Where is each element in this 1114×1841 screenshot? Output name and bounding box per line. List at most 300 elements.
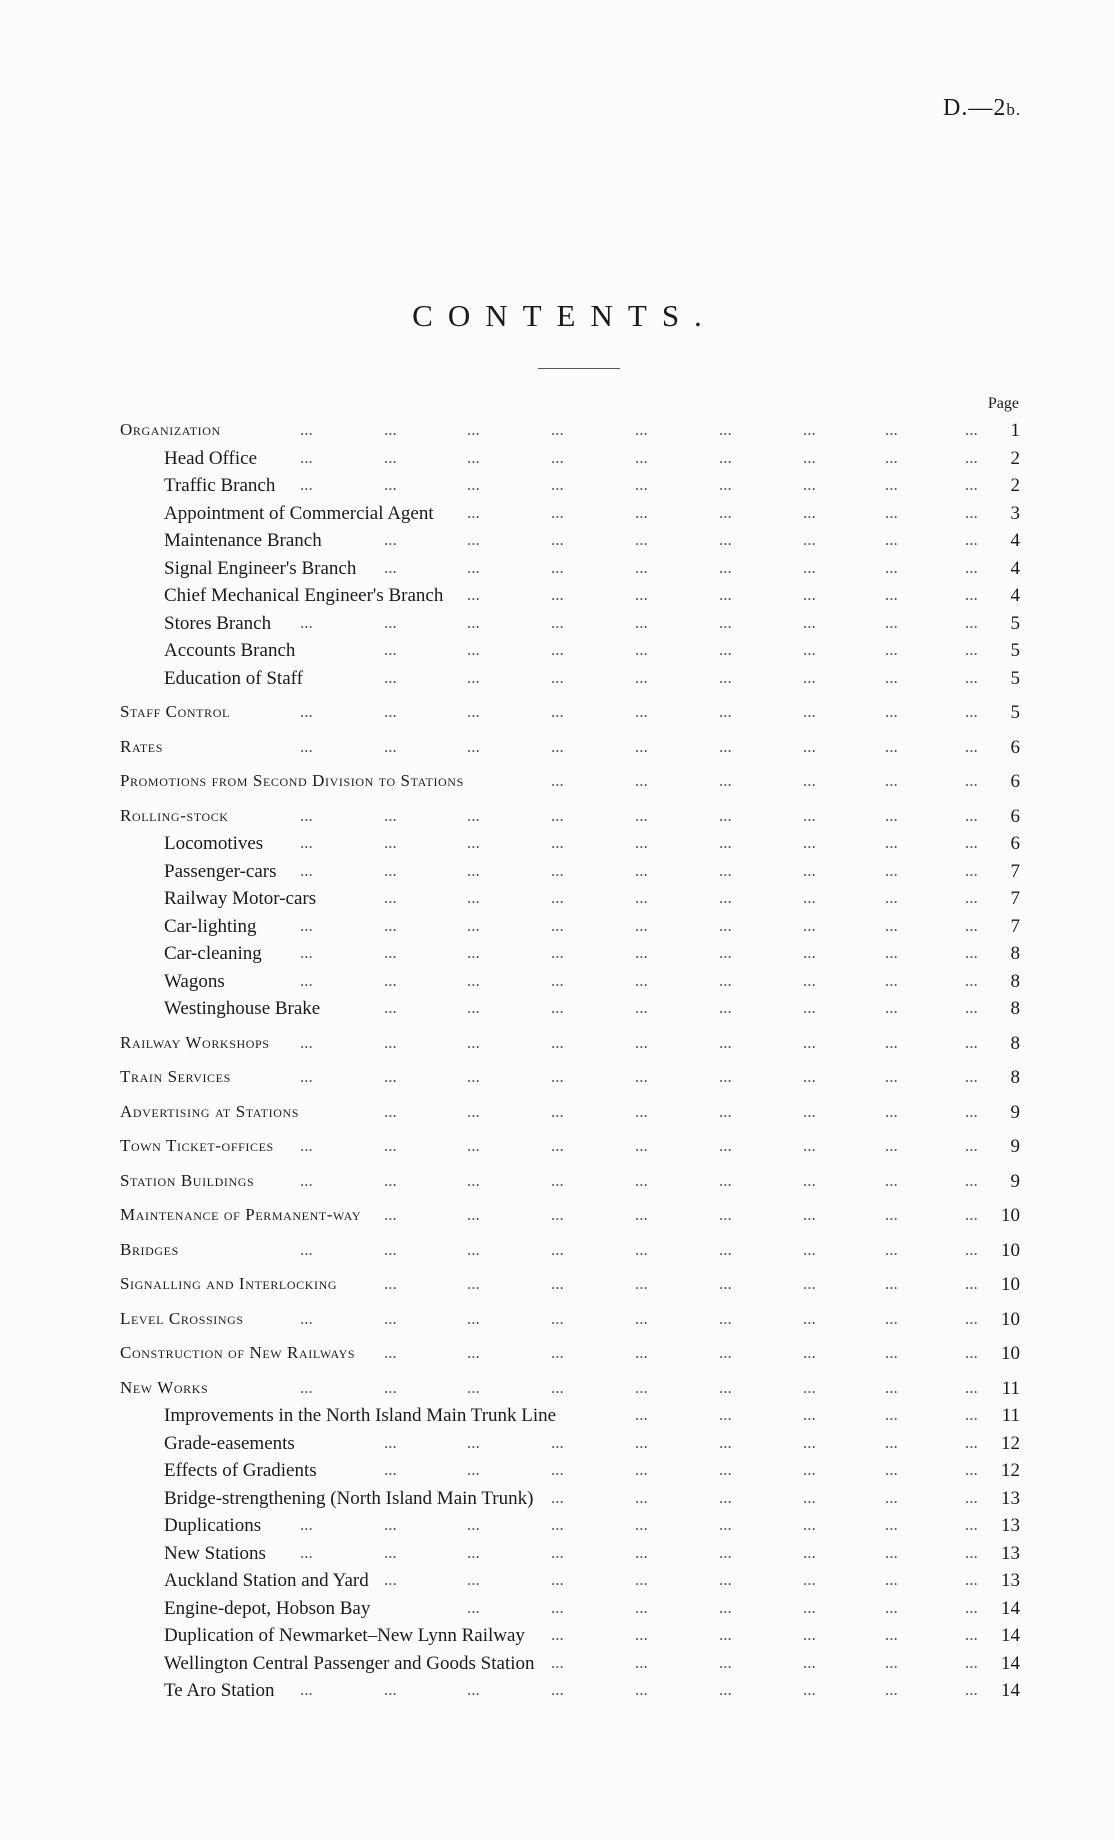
dot-leader: ... — [551, 1239, 564, 1259]
dot-leader: ... — [965, 1625, 978, 1644]
dot-leader: ... — [551, 998, 564, 1017]
toc-entry-page-number: 6 — [1010, 736, 1020, 758]
dot-leader: ... — [803, 1597, 816, 1617]
dot-leader: ... — [635, 833, 648, 852]
dot-leader: ... — [719, 1625, 732, 1644]
toc-subsection-entry — [120, 448, 1020, 474]
dot-leader: ... — [885, 998, 898, 1017]
dot-leader: ... — [384, 888, 397, 907]
toc-entry-label: New Works — [120, 1377, 209, 1397]
toc-entry-page-number: 13 — [1001, 1515, 1020, 1536]
dot-leader: ... — [467, 502, 480, 522]
dot-leader: ... — [467, 736, 480, 756]
dot-leader: ... — [384, 1515, 397, 1534]
dot-leader: ... — [965, 1032, 978, 1052]
dot-leader: ... — [803, 771, 816, 790]
toc-subsection-entry — [120, 1405, 1020, 1431]
dot-leader: ... — [803, 1515, 816, 1534]
dot-leader: ... — [467, 888, 480, 907]
dot-leader: ... — [635, 1680, 648, 1699]
dot-leader: ... — [885, 1432, 898, 1452]
dot-leader: ... — [300, 970, 313, 990]
dot-leader: ... — [885, 1274, 898, 1293]
dot-leader: ... — [467, 1136, 480, 1155]
toc-subsection-entry — [120, 1680, 1020, 1706]
dot-leader: ... — [719, 998, 732, 1017]
dot-leader: ... — [965, 1136, 978, 1155]
toc-entry-label: Bridge-strengthening (North Island Main Trunk) — [164, 1487, 534, 1509]
dot-leader: ... — [885, 1570, 898, 1589]
dot-leader: ... — [885, 612, 898, 632]
dot-leader: ... — [551, 943, 564, 962]
page-column-header: Page — [987, 395, 1019, 412]
toc-subsection-entry — [120, 558, 1020, 584]
dot-leader: ... — [719, 833, 732, 852]
dot-leader: ... — [635, 1067, 648, 1086]
toc-entry-label: Effects of Gradients — [164, 1460, 317, 1481]
toc-entry-label: Railway Workshops — [120, 1032, 270, 1052]
dot-leader: ... — [384, 667, 397, 687]
dot-leader: ... — [467, 943, 480, 962]
dot-leader: ... — [885, 1308, 898, 1328]
toc-subsection-entry — [120, 640, 1020, 666]
dot-leader: ... — [965, 557, 978, 577]
dot-leader: ... — [635, 530, 648, 549]
dot-leader: ... — [635, 736, 648, 756]
toc-entry-label: Rolling-stock — [120, 805, 229, 825]
toc-entry-page-number: 8 — [1010, 943, 1020, 964]
dot-leader: ... — [965, 860, 978, 880]
dot-leader: ... — [467, 447, 480, 467]
dot-leader: ... — [965, 475, 978, 494]
toc-entry-page-number: 8 — [1010, 1032, 1020, 1054]
dot-leader: ... — [635, 1405, 648, 1424]
toc-entry-label: Wellington Central Passenger and Goods Station — [164, 1652, 535, 1674]
page-title: CONTENTS. — [412, 298, 717, 333]
dot-leader: ... — [885, 1652, 898, 1672]
toc-entry-page-number: 6 — [1010, 833, 1020, 854]
dot-leader: ... — [803, 1205, 816, 1224]
dot-leader: ... — [551, 1377, 564, 1397]
toc-entry-label: Appointment of Commercial Agent — [164, 502, 434, 524]
toc-entry-label: Bridges — [120, 1239, 179, 1259]
dot-leader: ... — [300, 475, 313, 494]
dot-leader: ... — [384, 970, 397, 990]
dot-leader: ... — [635, 943, 648, 962]
toc-entry-label: Head Office — [164, 447, 258, 469]
dot-leader: ... — [719, 1432, 732, 1452]
dot-leader: ... — [551, 736, 564, 756]
toc-entry-label: Rates — [120, 736, 164, 756]
dot-leader: ... — [384, 860, 397, 880]
dot-leader: ... — [803, 1274, 816, 1293]
toc-subsection-entry — [120, 998, 1020, 1024]
toc-entry-page-number: 12 — [1001, 1432, 1020, 1454]
dot-leader: ... — [965, 970, 978, 990]
dot-leader: ... — [467, 612, 480, 632]
dot-leader: ... — [300, 805, 313, 825]
dot-leader: ... — [885, 1205, 898, 1224]
toc-subsection-entry — [120, 1543, 1020, 1569]
toc-entry-page-number: 5 — [1010, 702, 1020, 723]
dot-leader: ... — [803, 888, 816, 907]
title-divider — [538, 368, 620, 369]
dot-leader: ... — [885, 860, 898, 880]
dot-leader: ... — [719, 970, 732, 990]
toc-subsection-entry — [120, 613, 1020, 639]
dot-leader: ... — [635, 1308, 648, 1328]
dot-leader: ... — [885, 1101, 898, 1121]
dot-leader: ... — [803, 447, 816, 467]
dot-leader: ... — [719, 475, 732, 494]
toc-entry-label: Signal Engineer's Branch — [164, 557, 357, 579]
dot-leader: ... — [635, 805, 648, 825]
toc-subsection-entry — [120, 971, 1020, 997]
dot-leader: ... — [719, 736, 732, 756]
toc-entry-page-number: 10 — [1001, 1308, 1020, 1330]
dot-leader: ... — [965, 1542, 978, 1562]
dot-leader: ... — [965, 1460, 978, 1479]
dot-leader: ... — [885, 502, 898, 522]
toc-entry-page-number: 6 — [1010, 771, 1020, 792]
dot-leader: ... — [719, 1515, 732, 1534]
dot-leader: ... — [551, 1274, 564, 1293]
dot-leader: ... — [467, 860, 480, 880]
dot-leader: ... — [384, 1136, 397, 1155]
dot-leader: ... — [719, 1032, 732, 1052]
toc-section-entry — [120, 1274, 1020, 1300]
dot-leader: ... — [300, 736, 313, 756]
dot-leader: ... — [384, 1205, 397, 1224]
dot-leader: ... — [551, 1625, 564, 1644]
dot-leader: ... — [965, 1308, 978, 1328]
dot-leader: ... — [551, 1067, 564, 1086]
dot-leader: ... — [803, 1652, 816, 1672]
toc-section-entry — [120, 1240, 1020, 1266]
toc-subsection-entry — [120, 1598, 1020, 1624]
dot-leader: ... — [467, 640, 480, 659]
dot-leader: ... — [965, 447, 978, 467]
toc-entry-page-number: 10 — [1001, 1343, 1020, 1364]
dot-leader: ... — [803, 1542, 816, 1562]
dot-leader: ... — [300, 1032, 313, 1052]
dot-leader: ... — [635, 1570, 648, 1589]
dot-leader: ... — [467, 667, 480, 687]
dot-leader: ... — [551, 557, 564, 577]
toc-section-entry — [120, 1309, 1020, 1335]
dot-leader: ... — [635, 860, 648, 880]
toc-entry-page-number: 4 — [1010, 530, 1020, 551]
dot-leader: ... — [719, 1570, 732, 1589]
dot-leader: ... — [885, 1170, 898, 1190]
dot-leader: ... — [803, 1067, 816, 1086]
dot-leader: ... — [467, 1067, 480, 1086]
dot-leader: ... — [551, 1570, 564, 1589]
toc-entry-label: Grade-easements — [164, 1432, 295, 1454]
dot-leader: ... — [384, 998, 397, 1017]
dot-leader: ... — [551, 502, 564, 522]
dot-leader: ... — [885, 1460, 898, 1479]
dot-leader: ... — [885, 1597, 898, 1617]
dot-leader: ... — [803, 585, 816, 604]
dot-leader: ... — [635, 1032, 648, 1052]
dot-leader: ... — [551, 970, 564, 990]
toc-subsection-entry — [120, 503, 1020, 529]
dot-leader: ... — [551, 612, 564, 632]
dot-leader: ... — [965, 1515, 978, 1534]
dot-leader: ... — [467, 1432, 480, 1452]
dot-leader: ... — [803, 475, 816, 494]
toc-entry-page-number: 2 — [1010, 475, 1020, 496]
toc-subsection-entry — [120, 1625, 1020, 1651]
dot-leader: ... — [719, 915, 732, 935]
toc-entry-label: Auckland Station and Yard — [164, 1570, 369, 1591]
dot-leader: ... — [803, 1432, 816, 1452]
dot-leader: ... — [803, 612, 816, 632]
dot-leader: ... — [885, 1239, 898, 1259]
dot-leader: ... — [965, 1239, 978, 1259]
toc-entry-page-number: 8 — [1010, 998, 1020, 1019]
dot-leader: ... — [885, 915, 898, 935]
dot-leader: ... — [551, 702, 564, 721]
toc-entry-label: Advertising at Stations — [120, 1101, 300, 1121]
dot-leader: ... — [551, 1652, 564, 1672]
toc-entry-page-number: 14 — [1001, 1597, 1020, 1619]
dot-leader: ... — [965, 1487, 978, 1507]
dot-leader: ... — [885, 557, 898, 577]
dot-leader: ... — [551, 771, 564, 790]
dot-leader: ... — [551, 1542, 564, 1562]
dot-leader: ... — [965, 1405, 978, 1424]
dot-leader: ... — [635, 612, 648, 632]
toc-entry-page-number: 8 — [1010, 970, 1020, 992]
dot-leader: ... — [551, 585, 564, 604]
dot-leader: ... — [635, 475, 648, 494]
dot-leader: ... — [300, 943, 313, 962]
dot-leader: ... — [384, 1239, 397, 1259]
toc-subsection-entry — [120, 943, 1020, 969]
dot-leader: ... — [965, 943, 978, 962]
dot-leader: ... — [885, 530, 898, 549]
toc-entry-label: Education of Staff — [164, 667, 303, 689]
dot-leader: ... — [551, 530, 564, 549]
toc-entry-page-number: 5 — [1010, 612, 1020, 634]
dot-leader: ... — [803, 998, 816, 1017]
dot-leader: ... — [885, 736, 898, 756]
toc-entry-page-number: 10 — [1001, 1239, 1020, 1261]
dot-leader: ... — [803, 736, 816, 756]
dot-leader: ... — [467, 1308, 480, 1328]
toc-subsection-entry — [120, 833, 1020, 859]
dot-leader: ... — [719, 585, 732, 604]
dot-leader: ... — [803, 502, 816, 522]
dot-leader: ... — [467, 1101, 480, 1121]
dot-leader: ... — [965, 1432, 978, 1452]
dot-leader: ... — [885, 771, 898, 790]
toc-entry-page-number: 5 — [1010, 640, 1020, 661]
dot-leader: ... — [384, 1680, 397, 1699]
dot-leader: ... — [803, 805, 816, 825]
dot-leader: ... — [635, 1239, 648, 1259]
dot-leader: ... — [965, 667, 978, 687]
dot-leader: ... — [885, 1343, 898, 1362]
dot-leader: ... — [384, 1542, 397, 1562]
dot-leader: ... — [885, 1136, 898, 1155]
toc-entry-label: Stores Branch — [164, 612, 272, 634]
dot-leader: ... — [551, 1032, 564, 1052]
dot-leader: ... — [384, 943, 397, 962]
dot-leader: ... — [803, 943, 816, 962]
dot-leader: ... — [803, 1377, 816, 1397]
toc-entry-page-number: 12 — [1001, 1460, 1020, 1481]
dot-leader: ... — [384, 1432, 397, 1452]
dot-leader: ... — [885, 1625, 898, 1644]
dot-leader: ... — [467, 530, 480, 549]
toc-entry-label: Organization — [120, 420, 221, 439]
toc-entry-page-number: 8 — [1010, 1067, 1020, 1088]
dot-leader: ... — [965, 1067, 978, 1086]
dot-leader: ... — [885, 805, 898, 825]
toc-entry-page-number: 9 — [1010, 1136, 1020, 1157]
dot-leader: ... — [635, 1343, 648, 1362]
dot-leader: ... — [300, 860, 313, 880]
toc-subsection-entry — [120, 861, 1020, 887]
dot-leader: ... — [635, 1515, 648, 1534]
dot-leader: ... — [885, 1405, 898, 1424]
dot-leader: ... — [635, 1101, 648, 1121]
dot-leader: ... — [467, 1205, 480, 1224]
dot-leader: ... — [467, 998, 480, 1017]
dot-leader: ... — [885, 833, 898, 852]
dot-leader: ... — [635, 1652, 648, 1672]
dot-leader: ... — [467, 1274, 480, 1293]
toc-entry-page-number: 10 — [1001, 1274, 1020, 1295]
dot-leader: ... — [965, 915, 978, 935]
dot-leader: ... — [635, 640, 648, 659]
dot-leader: ... — [965, 1170, 978, 1190]
toc-subsection-entry — [120, 1653, 1020, 1679]
dot-leader: ... — [551, 1343, 564, 1362]
dot-leader: ... — [803, 1343, 816, 1362]
dot-leader: ... — [965, 1205, 978, 1224]
document-reference-main: D.—2 — [943, 95, 1007, 121]
toc-entry-label: Car-lighting — [164, 915, 257, 937]
dot-leader: ... — [719, 612, 732, 632]
dot-leader: ... — [635, 915, 648, 935]
toc-entry-page-number: 13 — [1001, 1570, 1020, 1591]
dot-leader: ... — [719, 640, 732, 659]
dot-leader: ... — [384, 1274, 397, 1293]
toc-entry-label: Traffic Branch — [164, 475, 276, 496]
dot-leader: ... — [551, 1460, 564, 1479]
dot-leader: ... — [885, 1515, 898, 1534]
dot-leader: ... — [635, 970, 648, 990]
dot-leader: ... — [965, 833, 978, 852]
toc-section-entry — [120, 1102, 1020, 1128]
toc-subsection-entry — [120, 1570, 1020, 1596]
dot-leader: ... — [719, 888, 732, 907]
toc-entry-page-number: 14 — [1001, 1680, 1020, 1701]
dot-leader: ... — [965, 1377, 978, 1397]
toc-entry-page-number: 13 — [1001, 1542, 1020, 1564]
dot-leader: ... — [300, 702, 313, 721]
dot-leader: ... — [885, 888, 898, 907]
dot-leader: ... — [467, 475, 480, 494]
toc-entry-page-number: 9 — [1010, 1170, 1020, 1192]
dot-leader: ... — [551, 1136, 564, 1155]
dot-leader: ... — [300, 1136, 313, 1155]
dot-leader: ... — [467, 1343, 480, 1362]
toc-entry-page-number: 6 — [1010, 805, 1020, 827]
dot-leader: ... — [719, 1239, 732, 1259]
dot-leader: ... — [885, 585, 898, 604]
dot-leader: ... — [803, 530, 816, 549]
dot-leader: ... — [803, 420, 816, 439]
toc-subsection-entry — [120, 585, 1020, 611]
dot-leader: ... — [635, 1205, 648, 1224]
dot-leader: ... — [635, 1625, 648, 1644]
dot-leader: ... — [551, 1170, 564, 1190]
toc-entry-label: Construction of New Railways — [120, 1343, 356, 1362]
dot-leader: ... — [719, 1377, 732, 1397]
dot-leader: ... — [300, 1067, 313, 1086]
dot-leader: ... — [719, 1274, 732, 1293]
dot-leader: ... — [384, 1570, 397, 1589]
dot-leader: ... — [384, 833, 397, 852]
dot-leader: ... — [300, 1542, 313, 1562]
toc-section-entry — [120, 737, 1020, 763]
dot-leader: ... — [635, 1487, 648, 1507]
dot-leader: ... — [719, 1652, 732, 1672]
dot-leader: ... — [384, 736, 397, 756]
dot-leader: ... — [885, 1487, 898, 1507]
dot-leader: ... — [719, 667, 732, 687]
toc-entry-page-number: 3 — [1010, 502, 1020, 524]
document-reference — [943, 95, 1021, 122]
dot-leader: ... — [300, 447, 313, 467]
dot-leader: ... — [719, 1405, 732, 1424]
toc-section-entry — [120, 1136, 1020, 1162]
toc-entry-page-number: 14 — [1001, 1625, 1020, 1646]
dot-leader: ... — [965, 530, 978, 549]
toc-entry-page-number: 5 — [1010, 667, 1020, 689]
dot-leader: ... — [719, 502, 732, 522]
dot-leader: ... — [719, 1067, 732, 1086]
dot-leader: ... — [300, 1680, 313, 1699]
dot-leader: ... — [384, 1343, 397, 1362]
dot-leader: ... — [719, 805, 732, 825]
dot-leader: ... — [551, 1680, 564, 1699]
dot-leader: ... — [803, 1170, 816, 1190]
dot-leader: ... — [300, 420, 313, 439]
dot-leader: ... — [300, 915, 313, 935]
dot-leader: ... — [551, 888, 564, 907]
dot-leader: ... — [803, 1101, 816, 1121]
dot-leader: ... — [384, 1032, 397, 1052]
dot-leader: ... — [885, 1542, 898, 1562]
dot-leader: ... — [803, 915, 816, 935]
dot-leader: ... — [300, 612, 313, 632]
dot-leader: ... — [719, 943, 732, 962]
dot-leader: ... — [803, 1680, 816, 1699]
dot-leader: ... — [965, 1101, 978, 1121]
dot-leader: ... — [803, 833, 816, 852]
dot-leader: ... — [467, 1170, 480, 1190]
dot-leader: ... — [467, 1680, 480, 1699]
dot-leader: ... — [965, 1343, 978, 1362]
toc-entry-page-number: 10 — [1001, 1205, 1020, 1226]
dot-leader: ... — [885, 640, 898, 659]
